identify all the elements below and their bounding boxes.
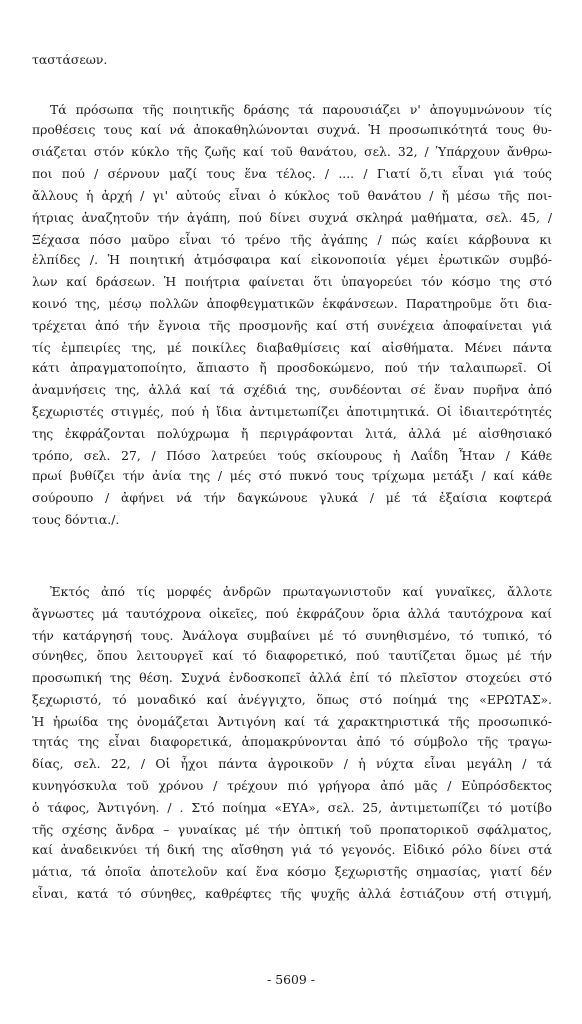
text-line: κάτι ἀπραγματοποίητο, ἄπιαστο ἤ προσδοκώμενο, πού τήν ταλαιπωρεῖ. Οἱ (32, 360, 552, 375)
text-line: τους δόντια./. (32, 512, 120, 527)
text-line: σούρουπο / ἀφήνει νά τήν δαγκώνουε γλυκά / μέ τά ἐξαίσια κοφτερά (32, 490, 552, 505)
text-line: τίς ἐμπειρίες της, μέ ποικίλες διαβαθμίσεις καί αἰσθήματα. Μένει πάντα (32, 340, 552, 355)
text-line: σύνηθες, ὅπου λειτουργεῖ καί τό διαφορετικό, πού ταυτίζεται ὅμως μέ τήν (32, 648, 552, 663)
text-line: πρωί βυθίζει τήν ἀνία της / μές στό πυκνό τους τρίχωμα μετάξι / καί κάθε (32, 468, 552, 483)
text-line: ταστάσεων. (32, 52, 108, 67)
text-line: δίας, σελ. 22, / Οἱ ἦχοι πάντα ἀγροικοῦν / ἡ νύχτα εἶναι μεγάλη / τά (32, 756, 552, 771)
text-line: Ἡ ἡρωίδα της ὀνομάζεται Ἀντιγόνη καί τά χαρακτηριστικά τῆς προσωπικό- (32, 714, 552, 729)
text-line: ήτριας ἀναζητοῦν τήν ἀγάπη, πού δίνει συχνά σκληρά μαθήματα, σελ. 45, / (32, 210, 552, 225)
text-line: τήν κατάργησή τους. Ἀνάλογα συμβαίνει μέ τό συνηθισμένο, τό τυπικό, τό (32, 628, 552, 643)
text-line: Τά πρόσωπα τῆς ποιητικῆς δράσης τά παρουσιάζει ν' ἀπογυμνώνουν τίς (50, 102, 552, 117)
text-line: κοινό της, μέσῳ πολλῶν ἀποφθεγματικῶν ἐκφάνσεων. Παρατηροῦμε ὅτι δια- (32, 296, 552, 311)
text-line: Ἐκτός ἀπό τίς μορφές ἀνδρῶν πρωταγωνιστοῦν καί γυναῖκες, ἄλλοτε (50, 584, 552, 599)
text-line: ἄλλους ἡ ἀρχή / γι' αὐτούς εἶναι ὁ κύκλος τοῦ θανάτου / ἤ μέσω τῆς ποι- (32, 188, 552, 203)
text-line: εἶναι, κατά τό σύνηθες, καθρέφτες τῆς ψυχῆς ἀλλά ἑστιάζουν στή στιγμή, (32, 886, 552, 901)
text-line: μάτια, τά ὁποῖα ἀποτελοῦν καί ἕνα κόσμο ξεχωριστῆς σημασίας, γιατί δέν (32, 864, 552, 879)
text-line: τῆς σχέσης ἄνδρα – γυναίκας μέ τήν ὀπτική τοῦ προπατορικοῦ σφάλματος, (32, 822, 552, 837)
text-line: καί ἀναδεικνύει τή δική της αἴσθηση γιά τό γεγονός. Εἰδικό ρόλο δίνει στά (32, 842, 552, 857)
text-line: Ξέχασα πόσο μαῦρο εἶναι τό τρένο τῆς ἀγάπης / πώς καίει κάρβουνα κι (32, 232, 552, 247)
text-line: σιάζεται στόν κύκλο τῆς ζωῆς καί τοῦ θανάτου, σελ. 32, / Ὑπάρχουν ἄνθρω- (32, 144, 552, 159)
text-line: κυνηγόσκυλα τοῦ χρόνου / τρέχουν πιό γρήγορα ἀπό μᾶς / Εὐπρόσδεκτος (32, 778, 552, 793)
text-line: ἐλπίδες /. Ἡ ποιητική ἀτμόσφαιρα καί εἰκονοποιία γέμει ἐρωτικῶν συμβό- (32, 252, 552, 267)
text-line: προθέσεις τους καί νά ἀποκαθηλώνονται συχνά. Ἡ προσωπικότητά τους θυ- (32, 122, 552, 137)
text-line: προσωπική της θέση. Συχνά ἐνδοσκοπεῖ ἀλλά ἐπί τό πλεῖστον στοχεύει στό (32, 670, 552, 685)
text-line: ποι πού / σέρνουν μαζί τους ἕνα τέλος. / .... / Γιατί ὅ,τι εἶναι γιά τούς (32, 166, 552, 181)
text-line: τρέχεται ἀπό τήν ἔγνοια τῆς προσμονῆς καί στή συνέχεια ἀποφαίνεται γιά (32, 318, 552, 333)
text-line: ξεχωριστές στιγμές, πού ἡ ἴδια ἀντιμετωπίζει ἀποτιμητικά. Οἱ ἰδιαιτερότητές (32, 404, 552, 419)
text-line: λων καί δράσεων. Ἡ ποιήτρια φαίνεται ὅτι ὑπαγορεύει τόν κόσμο της στό (32, 274, 552, 289)
text-line: τρόπο, σελ. 27, / Πόσο λατρεύει τούς σκίουρους ἡ Λαΐδη Ἦταν / Κάθε (32, 448, 552, 463)
page-number: - 5609 - (267, 972, 315, 987)
text-line: ὁ τάφος, Ἀντιγόνη. / . Στό ποίημα «ΕΥΑ», σελ. 25, ἀντιμετωπίζει τό μοτίβο (32, 800, 552, 815)
text-line: της ἐκφράζονται πολύχρωμα ἤ περιγράφονται λιτά, ἀλλά μέ αἰσθησιακό (32, 426, 552, 441)
text-line: ξεχωριστό, τό μοναδικό καί ἀνέγγιχτο, ὅπως στό ποίημά της «ΕΡΩΤΑΣ». (32, 692, 552, 707)
text-line: ἄγνωστες μά ταυτόχρονα οἰκεῖες, πού ἐκφράζουν ὅρια ἀλλά ταυτόχρονα καί (32, 606, 552, 621)
text-line: τητάς της εἶναι διαφορετικά, ἀπομακρύνονται ἀπό τό σύμβολο τῆς τραγω- (32, 734, 552, 749)
text-line: ἀναμνήσεις της, ἀλλά καί τά σχέδιά της, συνδέονται σέ ἕναν πυρῆνα ἀπό (32, 382, 552, 397)
